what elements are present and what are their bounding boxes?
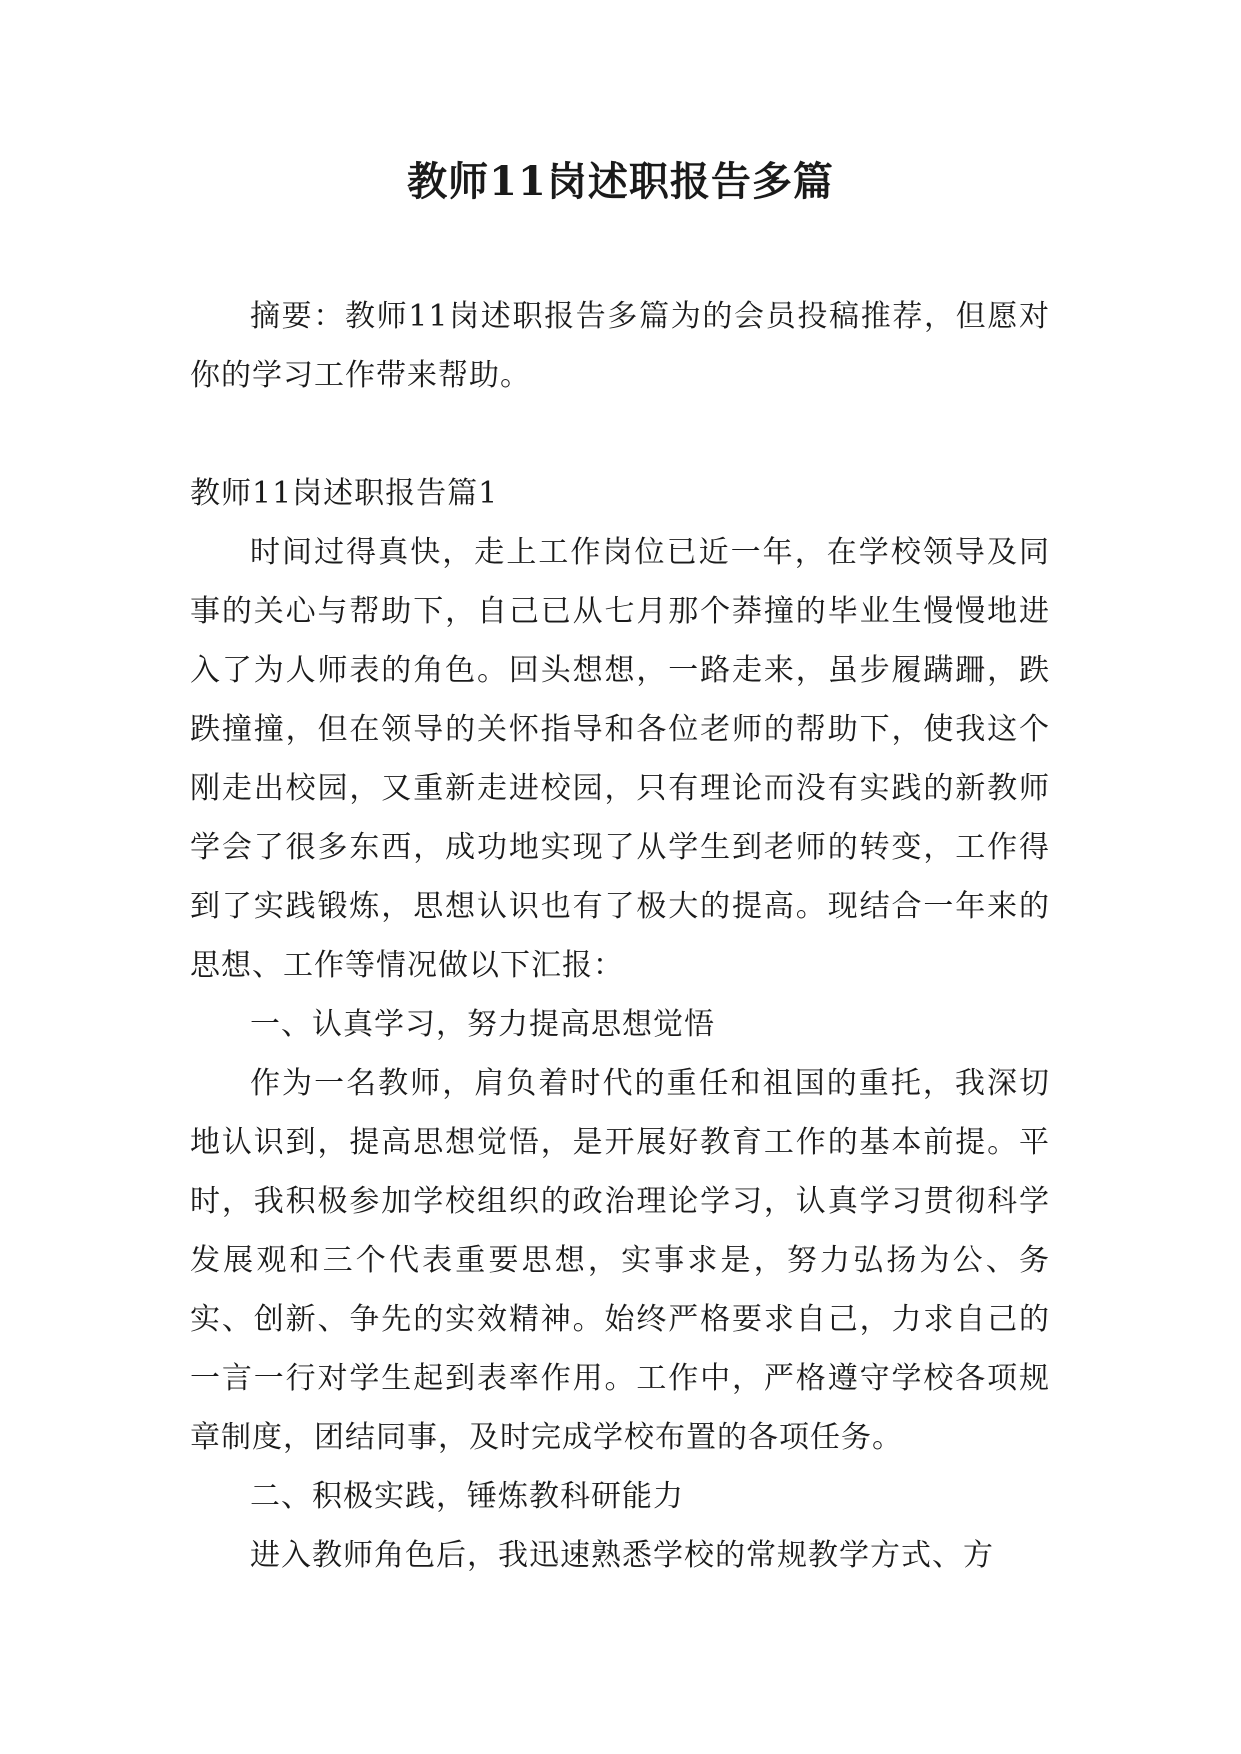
article-heading: 教师11岗述职报告篇1	[190, 476, 499, 511]
abstract-paragraph: 摘要：教师11岗述职报告多篇为的会员投稿推荐，但愿对你的学习工作带来帮助。	[190, 299, 1050, 393]
body-paragraph: 作为一名教师，肩负着时代的重任和祖国的重托，我深切地认识到，提高思想觉悟，是开展好教育工作的基本前提。平时，我积极参加学校组织的政治理论学习，认真学习贯彻科学发展观和三个代表重要思想，实事求是，努力弘扬为公、务实、创新、争先的实效精神。始终严格要求自己，力求自己的一言一行对学生起到表率作用。工作中，严格遵守学校各项规章制度，团结同事，及时完成学校布置的各项任务。	[190, 1066, 1050, 1455]
document-title: 教师11岗述职报告多篇	[407, 158, 834, 205]
article-body	[190, 464, 1050, 1585]
body-paragraph: 进入教师角色后，我迅速熟悉学校的常规教学方式、方	[250, 1538, 994, 1573]
section-heading: 二、积极实践，锤炼教科研能力	[250, 1479, 684, 1514]
section-heading: 一、认真学习，努力提高思想觉悟	[250, 1007, 715, 1042]
abstract-block	[190, 287, 1050, 405]
body-paragraph: 时间过得真快，走上工作岗位已近一年，在学校领导及同事的关心与帮助下，自己已从七月那个莽撞的毕业生慢慢地进入了为人师表的角色。回头想想，一路走来，虽步履蹒跚，跌跌撞撞，但在领导的关怀指导和各位老师的帮助下，使我这个刚走出校园，又重新走进校园，只有理论而没有实践的新教师学会了很多东西，成功地实现了从学生到老师的转变，工作得到了实践锻炼，思想认识也有了极大的提高。现结合一年来的思想、工作等情况做以下汇报：	[190, 535, 1050, 983]
